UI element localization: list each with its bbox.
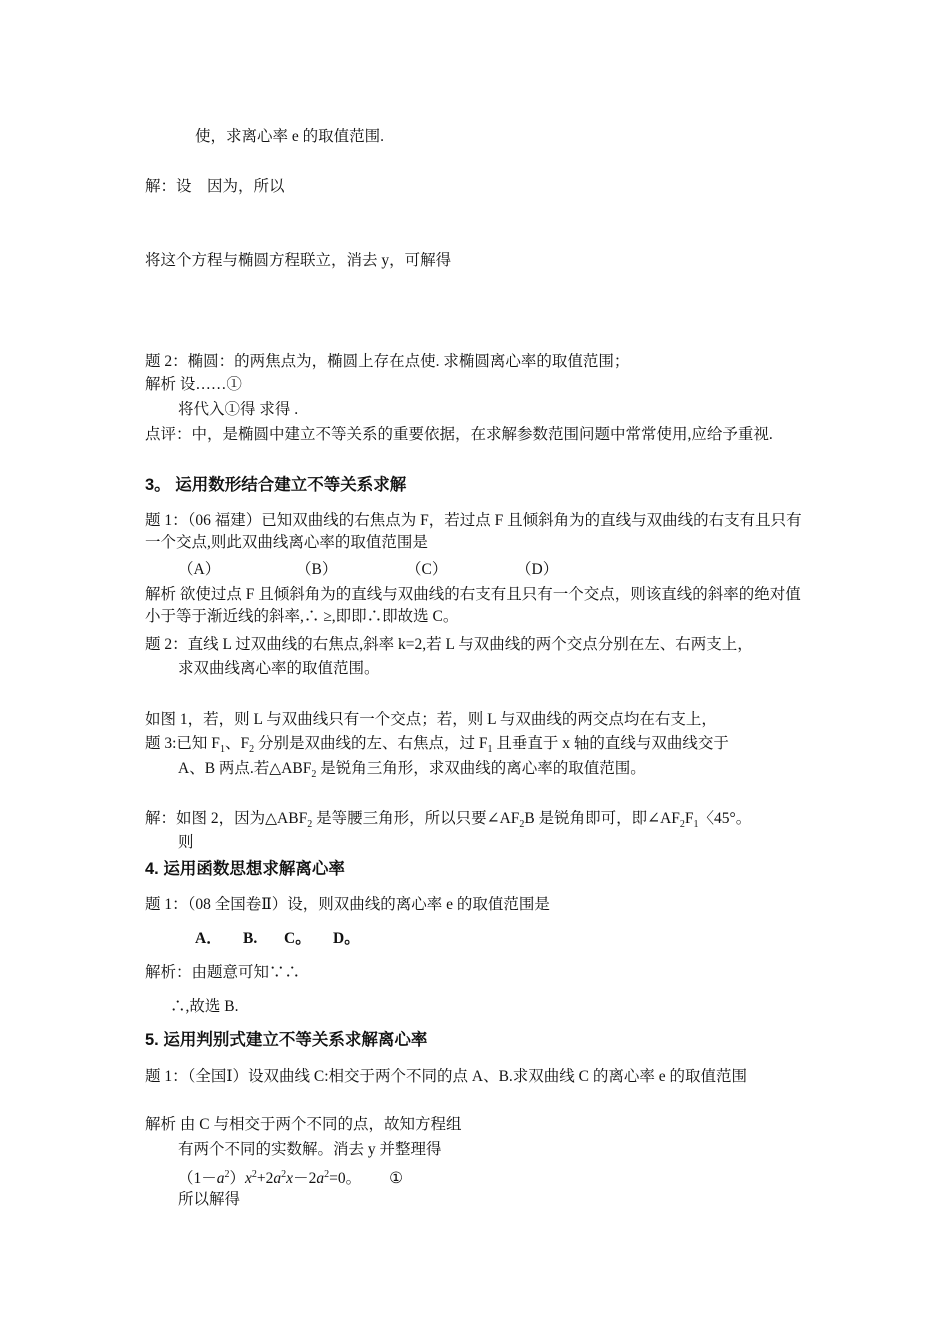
analysis-line: 解析 设……① — [145, 376, 242, 393]
analysis-paragraph: 解析 欲使过点 F 且倾斜角为的直线与双曲线的右支有且只有一个交点，则该直线的斜率的绝对值小于等于渐近线的斜率,∴ ≥,即即∴即故选 C。 — [145, 586, 801, 625]
text-line: 将代入①得 求得 . — [178, 401, 299, 418]
answer-options — [178, 559, 843, 581]
section-heading-3: 3。 运用数形结合建立不等关系求解 — [145, 476, 407, 494]
problem-1-paragraph: 题 1：（全国Ⅰ）设双曲线 C:相交于两个不同的点 A、B.求双曲线 C 的离心率 e 的取值范围 — [145, 1068, 748, 1085]
analysis-line: 解析 由 C 与相交于两个不同的点，故知方程组 — [145, 1116, 462, 1133]
solution-line: 解：如图 2，因为$\triangle ABF_2$ 是等腰三角形，所以只要$\angle AF_2B$ 是锐角即可，即$\angle AF_2F_1$〈45°。 — [145, 810, 752, 831]
option-a: （A） — [178, 561, 221, 578]
text-line: 解：设 因为，所以 — [145, 178, 285, 195]
text-line: A、B 两点.若$\triangle ABF_2$ 是锐角三角形，求双曲线的离心率的取值范围。 — [178, 760, 646, 781]
text-line: 如图 1，若，则 L 与双曲线只有一个交点；若，则 L 与双曲线的两交点均在右支上， — [145, 711, 717, 728]
problem-2-line: 题 2：椭圆：的两焦点为，椭圆上存在点使. 求椭圆离心率的取值范围； — [145, 353, 630, 370]
option-b: B. — [243, 930, 258, 947]
problem-3-line: 题 3:已知 $F_1$、$F_2$ 分别是双曲线的左、右焦点，过 $F_1$ 且垂直于 x 轴的直线与双曲线交于 — [145, 735, 729, 756]
section-heading-5: 5. 运用判别式建立不等关系求解离心率 — [145, 1031, 428, 1049]
text-line: ∴,故选 B. — [170, 998, 239, 1015]
comment-paragraph: 点评：中，是椭圆中建立不等关系的重要依据，在求解参数范围问题中常常使用,应给予重视. — [145, 426, 773, 443]
text-line: 所以解得 — [178, 1191, 241, 1208]
problem-1-paragraph: 题 1：（06 福建）已知双曲线的右焦点为 F，若过点 F 且倾斜角为的直线与双曲线的右支有且只有一个交点,则此双曲线离心率的取值范围是 — [145, 512, 802, 551]
option-c: C。 — [284, 930, 311, 947]
problem-2-line: 题 2：直线 L 过双曲线的右焦点,斜率 k=2,若 L 与双曲线的两个交点分别在左、右两支上， — [145, 636, 753, 653]
text-line: 求双曲线离心率的取值范围。 — [178, 660, 380, 677]
text-line: 则 — [178, 834, 194, 851]
option-b: （B） — [296, 561, 338, 578]
text-line: 有两个不同的实数解。消去 y 并整理得 — [178, 1141, 442, 1158]
option-a: A． — [195, 930, 222, 947]
analysis-line: 解析：由题意可知∵∴ — [145, 964, 301, 981]
text-line: 使，求离心率 e 的取值范围. — [195, 128, 385, 145]
option-c: （C） — [406, 561, 448, 578]
equation-line: $(1-a^2)x^2+2a^2x-2a^2=0$。 ① — [178, 1169, 403, 1188]
problem-1-line: 题 1：（08 全国卷Ⅱ）设，则双曲线的离心率 e 的取值范围是 — [145, 896, 550, 913]
section-heading-4: 4. 运用函数思想求解离心率 — [145, 860, 345, 878]
option-d: D。 — [333, 930, 360, 947]
answer-options — [195, 928, 860, 950]
option-d: （D） — [516, 561, 559, 578]
text-line: 将这个方程与椭圆方程联立，消去 y，可解得 — [145, 252, 452, 269]
